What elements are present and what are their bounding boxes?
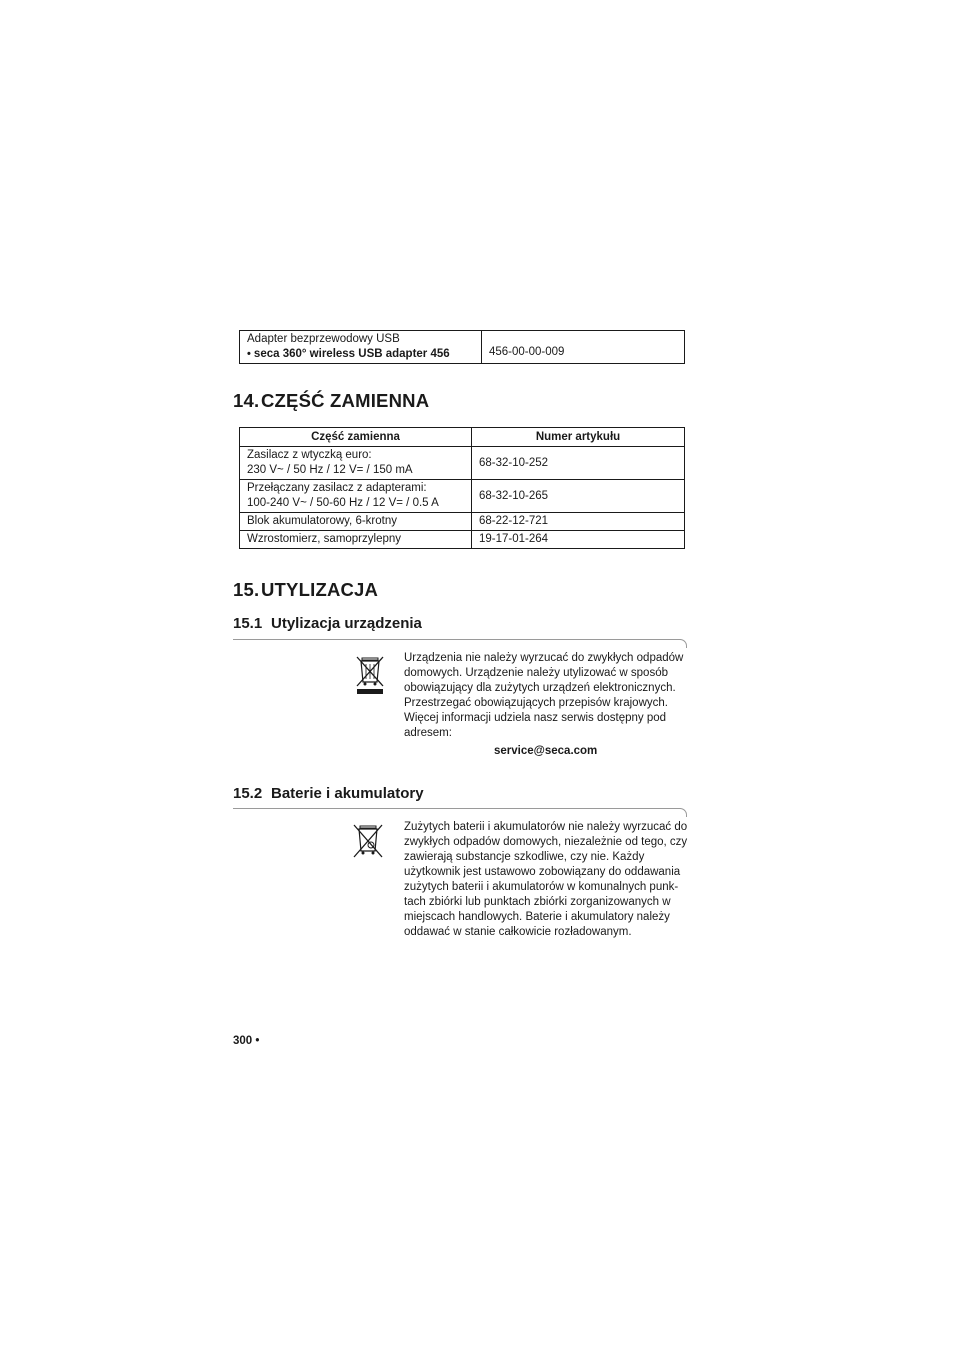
- section-divider: [233, 639, 681, 640]
- table-row: [240, 480, 685, 513]
- section-15-title: UTYLIZACJA: [261, 579, 379, 600]
- part-name-line: Przełączany zasilacz z adapterami:: [247, 482, 427, 494]
- section-15-1-number: 15.1: [233, 615, 263, 632]
- spare-parts-table: [239, 427, 685, 549]
- column-header-number: Numer artykułu: [472, 428, 685, 447]
- section-divider: [233, 808, 681, 809]
- usb-adapter-table: [239, 330, 685, 364]
- disposal-batteries-text: Zużytych baterii i akumulatorów nie należy wyrzucać do zwykłych odpadów domowych, niezależnie od tego, czy zawierają substancje szkodliwe, czy nie. Każdy użytkownik jest ustawowo zobowiązany do oddawania zużytych baterii i akumulatorów w komunalnych punk-tach zbiórki lub punktach zbiórki zorganizowanych w miejscach handlowych. Baterie i akumulatory należy oddawać w stanie całkowicie rozładowanym.: [404, 821, 688, 938]
- section-15-1-title: Utylizacja urządzenia: [271, 615, 422, 632]
- section-15-2-title: Baterie i akumulatory: [271, 785, 424, 802]
- part-name-cell: [240, 447, 472, 480]
- section-15-1-heading: [233, 615, 422, 632]
- table-header-row: [240, 428, 685, 447]
- part-number-cell: 68-32-10-252: [472, 447, 685, 480]
- table-row: [240, 447, 685, 480]
- battery-crossed-bin-icon: [350, 822, 386, 860]
- part-number-cell: 68-32-10-265: [472, 480, 685, 513]
- usb-adapter-item: • seca 360° wireless USB adapter 456: [247, 348, 450, 360]
- table-row: [240, 531, 685, 549]
- part-name-cell: [240, 480, 472, 513]
- table-row: [240, 331, 685, 364]
- part-number-cell: 19-17-01-264: [472, 531, 685, 549]
- part-name-cell: Wzrostomierz, samoprzylepny: [240, 531, 472, 549]
- column-header-part: Część zamienna: [240, 428, 472, 447]
- table-row: [240, 513, 685, 531]
- page-number: 300 •: [233, 1035, 260, 1047]
- part-number-cell: 68-22-12-721: [472, 513, 685, 531]
- service-email: service@seca.com: [494, 745, 598, 757]
- section-14-heading: [233, 390, 429, 412]
- section-15-heading: [233, 579, 378, 601]
- part-name-line: Zasilacz z wtyczką euro:: [247, 449, 372, 461]
- usb-adapter-code: 456-00-00-009: [482, 331, 685, 364]
- section-15-2-number: 15.2: [233, 785, 263, 802]
- disposal-device-text: Urządzenia nie należy wyrzucać do zwykłych odpadów domowych. Urządzenie należy utylizować w sposób obowiązujący dla zużytych urządzeń elektronicznych. Przestrzegać obowiązujących przepisów krajowych. Więcej informacji udziela nasz serwis dostępny pod adresem:: [404, 652, 684, 739]
- part-name-cell: Blok akumulatorowy, 6-krotny: [240, 513, 472, 531]
- part-spec-line: 230 V~ / 50 Hz / 12 V= / 150 mA: [247, 464, 413, 476]
- section-15-2-heading: [233, 785, 424, 802]
- usb-adapter-item-name: seca 360° wireless USB adapter 456: [253, 348, 450, 360]
- part-spec-line: 100-240 V~ / 50-60 Hz / 12 V= / 0.5 A: [247, 497, 439, 509]
- usb-adapter-label: Adapter bezprzewodowy USB: [247, 333, 400, 345]
- section-14-title: CZĘŚĆ ZAMIENNA: [261, 390, 430, 411]
- section-14-number: 14.: [233, 390, 260, 411]
- section-15-number: 15.: [233, 579, 260, 600]
- weee-crossed-bin-icon: [354, 654, 386, 696]
- table-cell: [240, 331, 482, 364]
